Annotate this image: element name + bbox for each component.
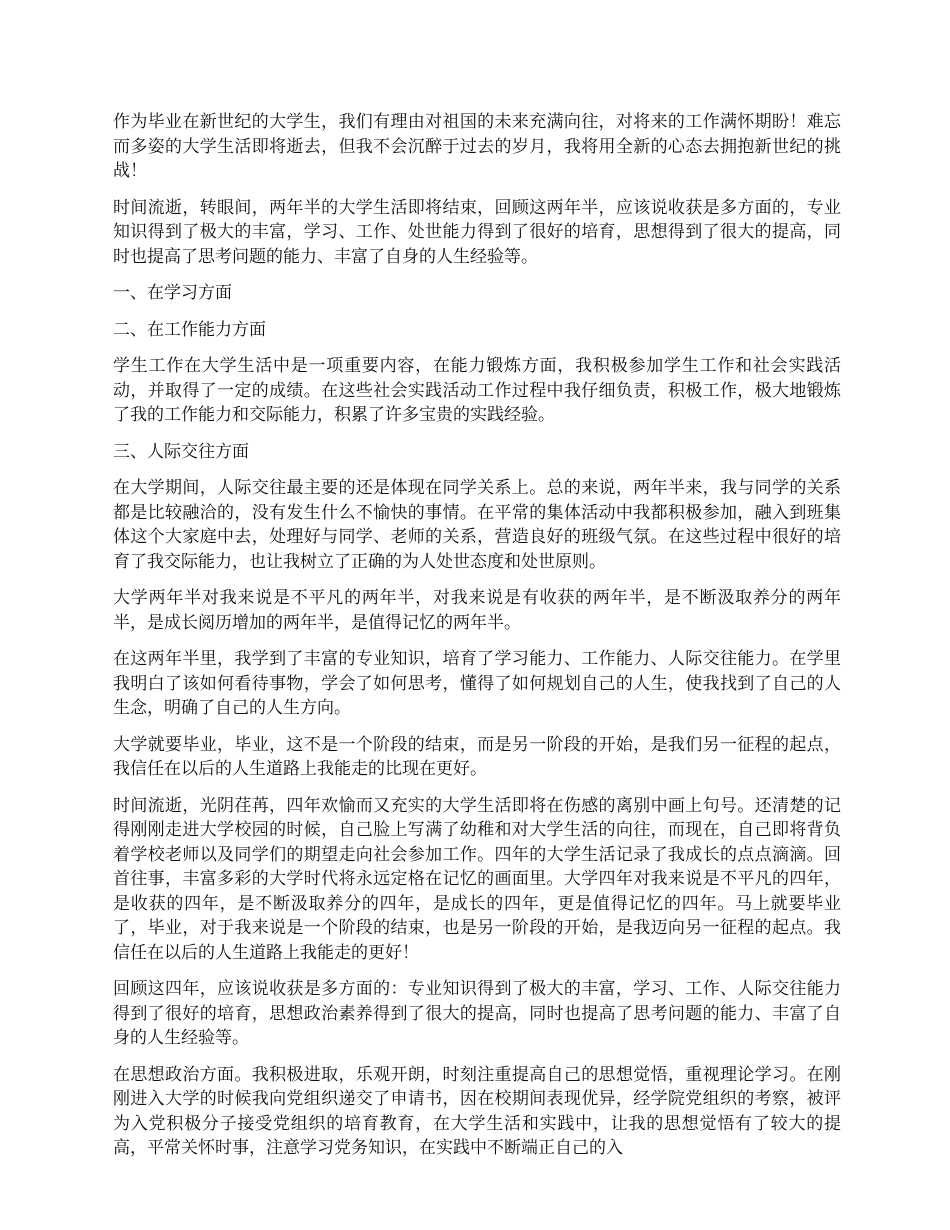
paragraph: 在这两年半里，我学到了丰富的专业知识，培育了学习能力、工作能力、人际交往能力。在学里我明白了该如何看待事物，学会了如何思考，懂得了如何规划自己的人生，使我找到了自己的人生念，明确了自己的人生方向。 [113, 649, 841, 718]
document-body [113, 110, 841, 1173]
paragraph: 回顾这四年，应该说收获是多方面的：专业知识得到了极大的丰富，学习、工作、人际交往能力得到了很好的培育，思想政治素养得到了很大的提高，同时也提高了思考问题的能力、丰富了自身的人生经验等。 [113, 979, 841, 1048]
paragraph: 学生工作在大学生活中是一项重要内容，在能力锻炼方面，我积极参加学生工作和社会实践活动，并取得了一定的成绩。在这些社会实践活动工作过程中我仔细负责，积极工作，极大地锻炼了我的工作能力和交际能力，积累了许多宝贵的实践经验。 [113, 356, 841, 425]
section-heading: 三、人际交往方面 [113, 441, 249, 462]
section-heading: 一、在学习方面 [113, 283, 232, 303]
paragraph: 在大学期间，人际交往最主要的还是体现在同学关系上。总的来说，两年半来，我与同学的关系都是比较融洽的，没有发生什么不愉快的事情。在平常的集体活动中我都积极参加，融入到班集体这个大家庭中去，处理好与同学、老师的关系，营造良好的班级气氛。在这些过程中很好的培育了我交际能力，也让我树立了正确的为人处世态度和处世原则。 [113, 478, 841, 572]
paragraph: 作为毕业在新世纪的大学生，我们有理由对祖国的未来充满向往，对将来的工作满怀期盼！难忘而多姿的大学生活即将逝去，但我不会沉醉于过去的岁月，我将用全新的心态去拥抱新世纪的挑战！ [113, 112, 841, 181]
paragraph: 大学就要毕业，毕业，这不是一个阶段的结束，而是另一阶段的开始，是我们另一征程的起点，我信任在以后的人生道路上我能走的比现在更好。 [113, 734, 841, 779]
paragraph: 时间流逝，光阴荏苒，四年欢愉而又充实的大学生活即将在伤感的离别中画上句号。还清楚的记得刚刚走进大学校园的时候，自己脸上写满了幼稚和对大学生活的向往，而现在，自己即将背负着学校老师以及同学们的期望走向社会参加工作。四年的大学生活记录了我成长的点点滴滴。回首往事，丰富多彩的大学时代将永远定格在记忆的画面里。大学四年对我来说是不平凡的四年，是收获的四年，是不断汲取养分的四年，是成长的四年，更是值得记忆的四年。马上就要毕业了，毕业，对于我来说是一个阶段的结束，也是另一阶段的开始，是我迈向另一征程的起点。我信任在以后的人生道路上我能走的更好！ [113, 795, 841, 963]
paragraph: 大学两年半对我来说是不平凡的两年半，对我来说是有收获的两年半，是不断汲取养分的两年半，是成长阅历增加的两年半，是值得记忆的两年半。 [113, 588, 841, 633]
paragraph: 在思想政治方面。我积极进取，乐观开朗，时刻注重提高自己的思想觉悟，重视理论学习。在刚刚进入大学的时候我向党组织递交了申请书，因在校期间表现优异，经学院党组织的考察，被评为入党积极分子接受党组织的培育教育，在大学生活和实践中，让我的思想觉悟有了较大的提高，平常关怀时事，注意学习党务知识，在实践中不断端正自己的入 [113, 1064, 841, 1158]
paragraph: 时间流逝，转眼间，两年半的大学生活即将结束，回顾这两年半，应该说收获是多方面的，专业知识得到了极大的丰富，学习、工作、处世能力得到了很好的培育，思想得到了很大的提高，同时也提高了思考问题的能力、丰富了自身的人生经验等。 [113, 197, 841, 267]
section-heading: 二、在工作能力方面 [113, 319, 266, 340]
